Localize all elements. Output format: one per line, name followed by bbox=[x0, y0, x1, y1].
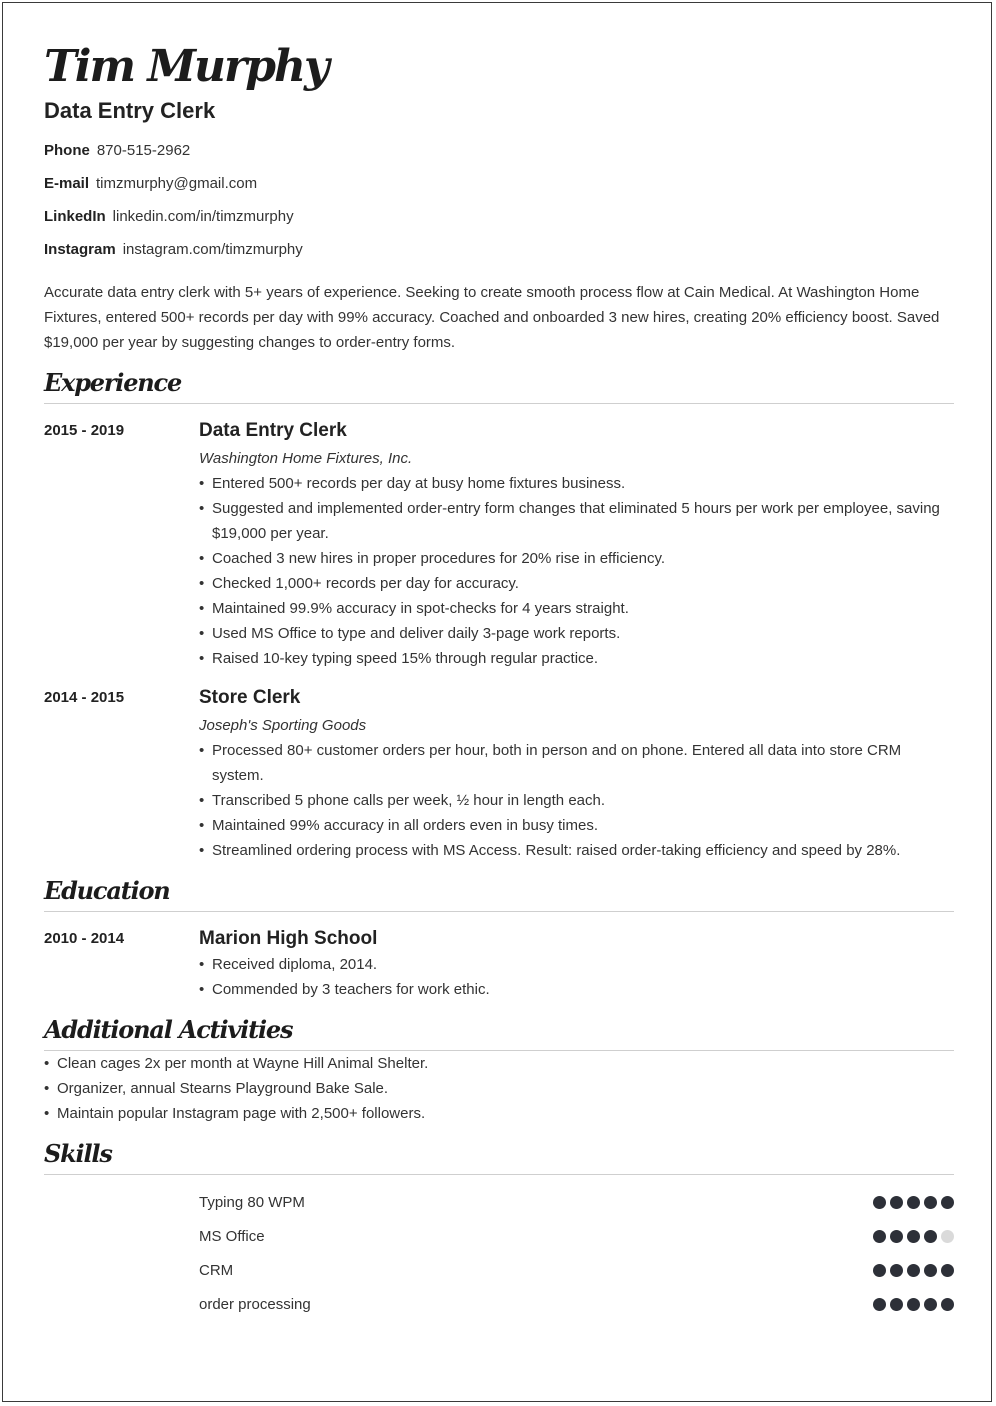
bullet-item: • Coached 3 new hires in proper procedures for 20% rise in efficiency. bbox=[199, 546, 954, 571]
skills-section-header bbox=[44, 1137, 954, 1175]
skill-dot-filled bbox=[941, 1264, 954, 1277]
contact-email bbox=[44, 175, 954, 193]
skill-level-dots bbox=[869, 1196, 954, 1209]
school-name: Marion High School bbox=[199, 928, 378, 949]
skill-row bbox=[199, 1185, 954, 1219]
section-divider bbox=[44, 1174, 954, 1175]
summary-paragraph: Accurate data entry clerk with 5+ years of experience. Seeking to create smooth process flow at Cain Medical. At Washington Home Fixtures, entered 500+ records per day with 99% accuracy. Coached and onboarded 3 new hires, creating 20% efficiency boost. Saved $19,000 per year by suggesting changes to order-entry forms. bbox=[44, 284, 940, 351]
bullet-item: • Entered 500+ records per day at busy home fixtures business. bbox=[199, 471, 954, 496]
skill-dot-filled bbox=[890, 1264, 903, 1277]
bullet-item: • Maintained 99% accuracy in all orders even in busy times. bbox=[199, 813, 954, 838]
skill-row bbox=[199, 1287, 954, 1321]
contact-value: 870-515-2962 bbox=[96, 142, 191, 159]
skill-dot-filled bbox=[907, 1230, 920, 1243]
job-role: Store Clerk bbox=[199, 687, 301, 708]
company-name: Washington Home Fixtures, Inc. bbox=[199, 450, 413, 467]
bullet-item: • Processed 80+ customer orders per hour, both in person and on phone. Entered all data into store CRM system. bbox=[199, 738, 954, 788]
skill-dot-filled bbox=[924, 1230, 937, 1243]
job-bullets bbox=[199, 471, 954, 671]
skill-dot-filled bbox=[924, 1264, 937, 1277]
skill-dot-filled bbox=[890, 1230, 903, 1243]
entry-body bbox=[199, 926, 954, 1002]
contact-label: E-mail bbox=[44, 175, 90, 192]
skill-dot-empty bbox=[941, 1230, 954, 1243]
bullet-item: • Suggested and implemented order-entry form changes that eliminated 5 hours per work per employee, saving $19,000 per year. bbox=[199, 496, 954, 546]
candidate-name: Tim Murphy bbox=[44, 41, 328, 92]
skill-dot-filled bbox=[941, 1298, 954, 1311]
skill-dot-filled bbox=[873, 1230, 886, 1243]
skill-dot-filled bbox=[873, 1196, 886, 1209]
entry-dates: 2014 - 2015 bbox=[44, 689, 125, 706]
bullet-item: • Organizer, annual Stearns Playground Bake Sale. bbox=[44, 1076, 954, 1101]
company-name: Joseph's Sporting Goods bbox=[199, 717, 367, 734]
activities-section-header bbox=[44, 1013, 954, 1051]
contact-phone bbox=[44, 142, 954, 160]
contact-value: timzmurphy@gmail.com bbox=[96, 175, 258, 192]
experience-entry bbox=[44, 685, 954, 863]
bullet-item: • Commended by 3 teachers for work ethic. bbox=[199, 977, 954, 1002]
skills-list bbox=[44, 1185, 954, 1321]
skills-heading: Skills bbox=[44, 1139, 112, 1168]
bullet-item: • Streamlined ordering process with MS Access. Result: raised order-taking efficiency and speed by 28%. bbox=[199, 838, 954, 863]
skill-dot-filled bbox=[890, 1298, 903, 1311]
bullet-item: • Raised 10-key typing speed 15% through regular practice. bbox=[199, 646, 954, 671]
skill-name: order processing bbox=[199, 1295, 311, 1313]
skill-dot-filled bbox=[873, 1264, 886, 1277]
entry-dates: 2010 - 2014 bbox=[44, 930, 125, 947]
skill-level-dots bbox=[869, 1230, 954, 1243]
education-bullets bbox=[199, 952, 954, 1002]
skill-row bbox=[199, 1253, 954, 1287]
skill-level-dots bbox=[869, 1264, 954, 1277]
section-divider bbox=[44, 911, 954, 912]
contact-label: Phone bbox=[44, 142, 90, 159]
skill-name: Typing 80 WPM bbox=[199, 1193, 305, 1211]
bullet-item: • Maintain popular Instagram page with 2,500+ followers. bbox=[44, 1101, 954, 1126]
bullet-item: • Used MS Office to type and deliver daily 3-page work reports. bbox=[199, 621, 954, 646]
resume-page bbox=[2, 2, 992, 1402]
job-role: Data Entry Clerk bbox=[199, 420, 347, 441]
entry-body bbox=[199, 685, 954, 863]
skill-level-dots bbox=[869, 1298, 954, 1311]
skill-name: MS Office bbox=[199, 1227, 265, 1245]
bullet-item: • Received diploma, 2014. bbox=[199, 952, 954, 977]
education-section-header bbox=[44, 874, 954, 912]
bullet-item: • Maintained 99.9% accuracy in spot-checks for 4 years straight. bbox=[199, 596, 954, 621]
skill-dot-filled bbox=[924, 1196, 937, 1209]
resume-content bbox=[44, 39, 954, 1321]
education-entry bbox=[44, 926, 954, 1002]
skill-dot-filled bbox=[924, 1298, 937, 1311]
education-heading: Education bbox=[44, 876, 170, 905]
bullet-item: • Checked 1,000+ records per day for accuracy. bbox=[199, 571, 954, 596]
contact-label: Instagram bbox=[44, 241, 116, 258]
job-bullets bbox=[199, 738, 954, 863]
activities-list bbox=[44, 1051, 954, 1126]
experience-heading: Experience bbox=[44, 368, 182, 397]
bullet-item: • Clean cages 2x per month at Wayne Hill Animal Shelter. bbox=[44, 1051, 954, 1076]
activities-heading: Additional Activities bbox=[44, 1015, 293, 1044]
section-divider bbox=[44, 403, 954, 404]
skill-dot-filled bbox=[907, 1298, 920, 1311]
skill-dot-filled bbox=[873, 1298, 886, 1311]
contact-linkedin bbox=[44, 208, 954, 226]
candidate-title: Data Entry Clerk bbox=[44, 98, 216, 123]
experience-section-header bbox=[44, 366, 954, 404]
contact-instagram bbox=[44, 241, 954, 259]
skill-dot-filled bbox=[941, 1196, 954, 1209]
bullet-item: • Transcribed 5 phone calls per week, ½ hour in length each. bbox=[199, 788, 954, 813]
skill-row bbox=[199, 1219, 954, 1253]
contact-value: linkedin.com/in/timzmurphy bbox=[112, 208, 294, 225]
entry-dates: 2015 - 2019 bbox=[44, 422, 125, 439]
skill-dot-filled bbox=[907, 1196, 920, 1209]
contact-list bbox=[44, 142, 954, 259]
experience-entry bbox=[44, 418, 954, 671]
contact-label: LinkedIn bbox=[44, 208, 106, 225]
entry-body bbox=[199, 418, 954, 671]
contact-value: instagram.com/timzmurphy bbox=[122, 241, 303, 258]
skill-dot-filled bbox=[907, 1264, 920, 1277]
skill-name: CRM bbox=[199, 1261, 234, 1279]
skill-dot-filled bbox=[890, 1196, 903, 1209]
